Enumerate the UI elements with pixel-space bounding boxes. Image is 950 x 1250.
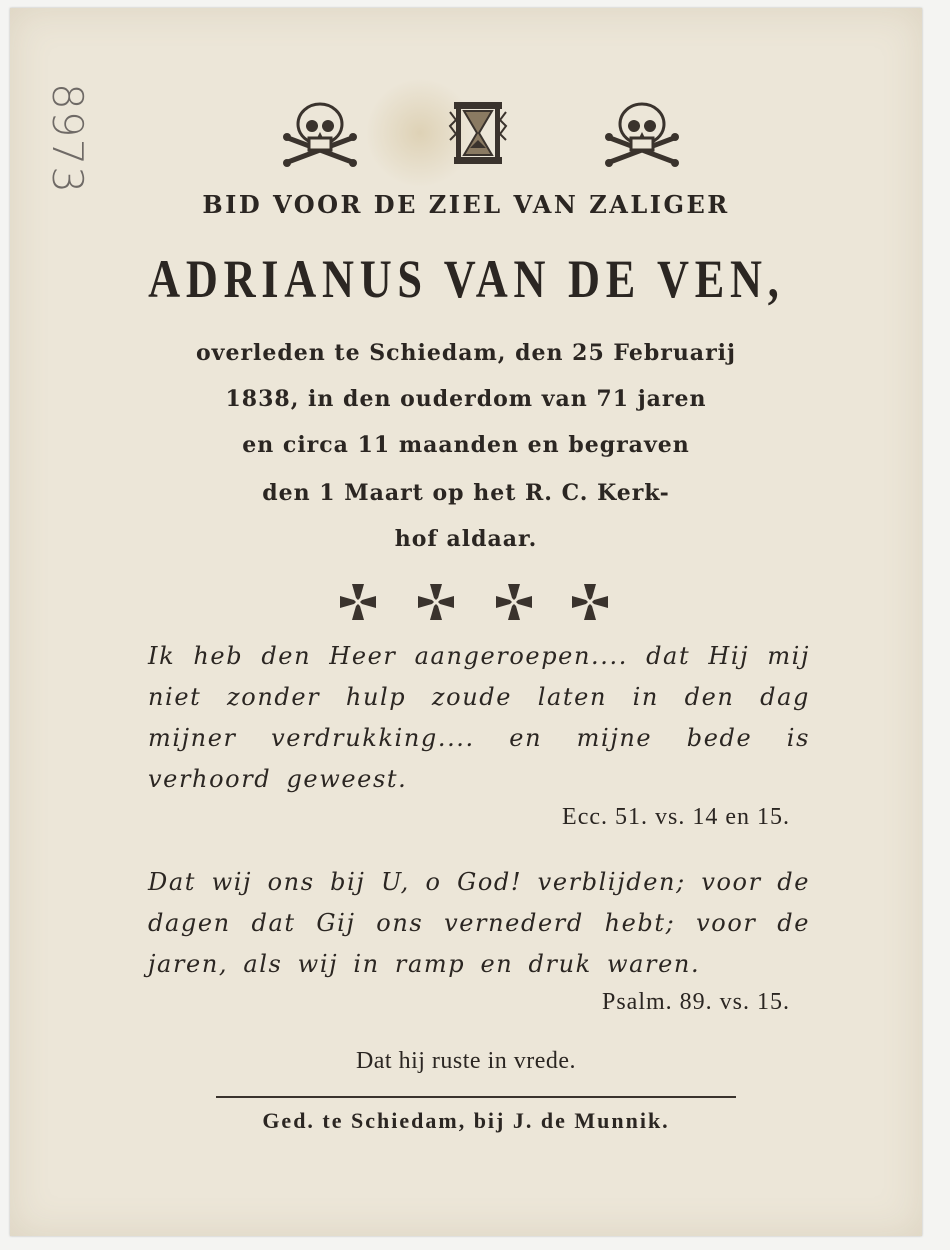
scripture-reference: Ecc. 51. vs. 14 en 15. [562,804,790,830]
divider-rule [216,1096,736,1098]
maltese-cross-icon [338,582,378,622]
prayer-header: BID VOOR DE ZIEL VAN ZALIGER [202,190,730,219]
skull-crossbones-icon [604,100,680,170]
death-notice-line: hof aldaar. [394,526,538,552]
deceased-name: ADRIANUS VAN DE VEN, [148,249,785,309]
maltese-cross-icon [416,582,456,622]
printer-imprint: Ged. te Schiedam, bij J. de Munnik. [262,1108,670,1133]
death-notice-line: 1838, in den ouderdom van 71 jaren [225,386,707,412]
inventory-number-text: 8973 [42,83,92,194]
ornament-row [10,100,922,180]
scripture-reference: Psalm. 89. vs. 15. [601,989,790,1015]
cross-ornament-row [338,582,618,626]
maltese-cross-icon [494,582,534,622]
maltese-cross-icon [570,582,610,622]
scripture-verse: Ik heb den Heer aangeroepen.... dat Hij mij niet zonder hulp zoude laten in den dag mijner verdrukking.... en mijne bede is verhoord geweest. [148,642,810,793]
winged-hourglass-icon [448,100,508,166]
rest-in-peace-line: Dat hij ruste in vrede. [355,1048,577,1074]
memorial-card [10,8,922,1236]
skull-crossbones-icon [282,100,358,170]
death-notice-line: overleden te Schiedam, den 25 Februarij [196,340,736,366]
death-notice-line: den 1 Maart op het R. C. Kerk- [262,480,670,506]
death-notice-line: en circa 11 maanden en begraven [242,432,690,458]
scripture-verse: Dat wij ons bij U, o God! verblijden; voor de dagen dat Gij ons vernederd hebt; voor de jaren, als wij in ramp en druk waren. [148,868,810,978]
